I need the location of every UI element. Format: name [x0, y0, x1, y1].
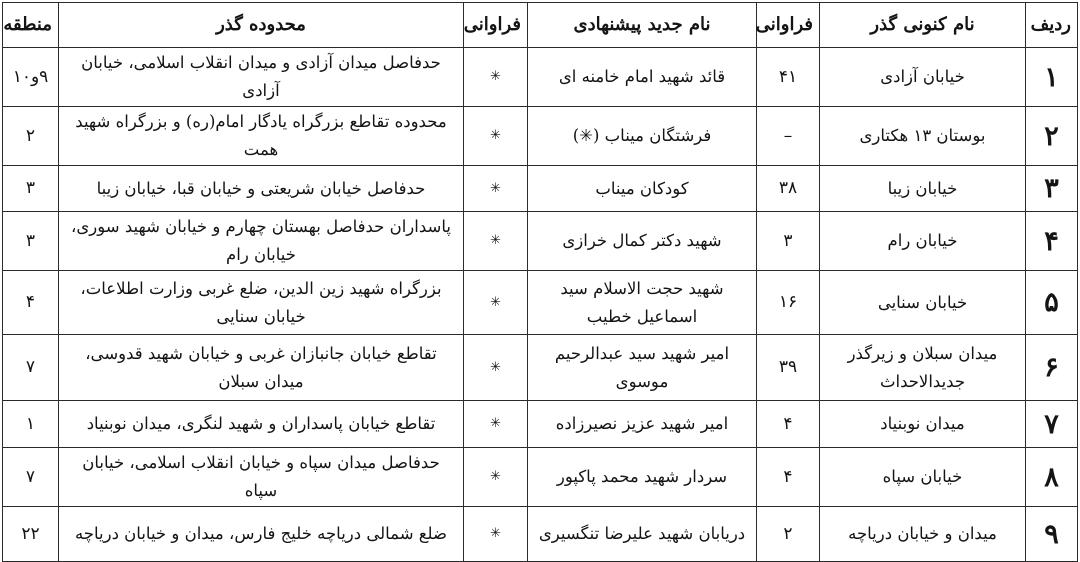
cell-current-name: بوستان ۱۳ هکتاری [820, 107, 1026, 166]
table-row [3, 212, 1078, 271]
cell-radif: ۵ [1026, 271, 1078, 335]
cell-district: ۲۲ [3, 507, 59, 562]
cell-boundary: بزرگراه شهید زین الدین، ضلع غربی وزارت اطلاعات، خیابان سنایی [59, 271, 464, 335]
cell-frequency-current: ۳۹ [757, 335, 820, 401]
table-row [3, 335, 1078, 401]
cell-proposed-name: سردار شهید محمد پاکپور [528, 448, 757, 507]
cell-boundary: محدوده تقاطع بزرگراه یادگار امام(ره) و بزرگراه شهید همت [59, 107, 464, 166]
table-row [3, 507, 1078, 562]
cell-district: ۷ [3, 448, 59, 507]
table-row [3, 107, 1078, 166]
cell-district: ۳ [3, 212, 59, 271]
cell-frequency-current: ۳ [757, 212, 820, 271]
table-header-row [3, 3, 1078, 48]
cell-frequency-current: ۴ [757, 401, 820, 448]
cell-boundary: تقاطع خیابان پاسداران و شهید لنگری، میدان نوبنیاد [59, 401, 464, 448]
cell-current-name: خیابان سنایی [820, 271, 1026, 335]
cell-proposed-name: دریابان شهید علیرضا تنگسیری [528, 507, 757, 562]
street-renaming-table [2, 2, 1078, 562]
header-district: منطقه [3, 3, 59, 48]
table-row [3, 166, 1078, 212]
header-boundary: محدوده گذر [59, 3, 464, 48]
cell-frequency-current: ۱۶ [757, 271, 820, 335]
cell-district: ۴ [3, 271, 59, 335]
cell-radif: ۷ [1026, 401, 1078, 448]
cell-frequency-current: ۴۱ [757, 48, 820, 107]
cell-radif: ۹ [1026, 507, 1078, 562]
cell-radif: ۲ [1026, 107, 1078, 166]
cell-radif: ۱ [1026, 48, 1078, 107]
cell-proposed-name: شهید حجت الاسلام سید اسماعیل خطیب [528, 271, 757, 335]
header-proposed-name: نام جدید پیشنهادی [528, 3, 757, 48]
cell-district: ۹و۱۰ [3, 48, 59, 107]
cell-boundary: حدفاصل میدان آزادی و میدان انقلاب اسلامی، خیابان آزادی [59, 48, 464, 107]
cell-frequency-proposed: ✳ [464, 507, 528, 562]
cell-district: ۱ [3, 401, 59, 448]
cell-boundary: حدفاصل میدان سپاه و خیابان انقلاب اسلامی، خیابان سپاه [59, 448, 464, 507]
cell-frequency-proposed: ✳ [464, 166, 528, 212]
cell-frequency-proposed: ✳ [464, 448, 528, 507]
cell-radif: ۴ [1026, 212, 1078, 271]
cell-current-name: میدان و خیابان دریاچه [820, 507, 1026, 562]
cell-frequency-current: ۲ [757, 507, 820, 562]
cell-frequency-current: ۴ [757, 448, 820, 507]
cell-frequency-proposed: ✳ [464, 401, 528, 448]
cell-proposed-name: قائد شهید امام خامنه ای [528, 48, 757, 107]
cell-current-name: خیابان زیبا [820, 166, 1026, 212]
cell-radif: ۳ [1026, 166, 1078, 212]
cell-boundary: ضلع شمالی دریاچه خلیج فارس، میدان و خیابان دریاچه [59, 507, 464, 562]
table-row [3, 271, 1078, 335]
cell-district: ۳ [3, 166, 59, 212]
table-row [3, 48, 1078, 107]
cell-radif: ۸ [1026, 448, 1078, 507]
table-row [3, 448, 1078, 507]
cell-frequency-proposed: ✳ [464, 107, 528, 166]
header-current-name: نام کنونی گذر [820, 3, 1026, 48]
cell-frequency-proposed: ✳ [464, 48, 528, 107]
cell-boundary: پاسداران حدفاصل بهستان چهارم و خیابان شهید سوری، خیابان رام [59, 212, 464, 271]
cell-frequency-proposed: ✳ [464, 335, 528, 401]
cell-frequency-current: – [757, 107, 820, 166]
header-frequency-proposed: فراوانی [464, 3, 528, 48]
cell-district: ۷ [3, 335, 59, 401]
cell-frequency-current: ۳۸ [757, 166, 820, 212]
header-radif: ردیف [1026, 3, 1078, 48]
cell-frequency-proposed: ✳ [464, 271, 528, 335]
cell-current-name: میدان نوبنیاد [820, 401, 1026, 448]
header-frequency-current: فراوانی [757, 3, 820, 48]
cell-proposed-name: امیر شهید سید عبدالرحیم موسوی [528, 335, 757, 401]
cell-radif: ۶ [1026, 335, 1078, 401]
cell-current-name: خیابان آزادی [820, 48, 1026, 107]
cell-proposed-name: فرشتگان میناب (✳) [528, 107, 757, 166]
cell-proposed-name: شهید دکتر کمال خرازی [528, 212, 757, 271]
cell-boundary: حدفاصل خیابان شریعتی و خیابان قبا، خیابان زیبا [59, 166, 464, 212]
cell-proposed-name: امیر شهید عزیز نصیرزاده [528, 401, 757, 448]
cell-district: ۲ [3, 107, 59, 166]
cell-current-name: میدان سبلان و زیرگذر جدیدالاحداث [820, 335, 1026, 401]
cell-current-name: خیابان رام [820, 212, 1026, 271]
table-row [3, 401, 1078, 448]
cell-current-name: خیابان سپاه [820, 448, 1026, 507]
cell-proposed-name: کودکان میناب [528, 166, 757, 212]
cell-boundary: تقاطع خیابان جانبازان غربی و خیابان شهید قدوسی، میدان سبلان [59, 335, 464, 401]
cell-frequency-proposed: ✳ [464, 212, 528, 271]
